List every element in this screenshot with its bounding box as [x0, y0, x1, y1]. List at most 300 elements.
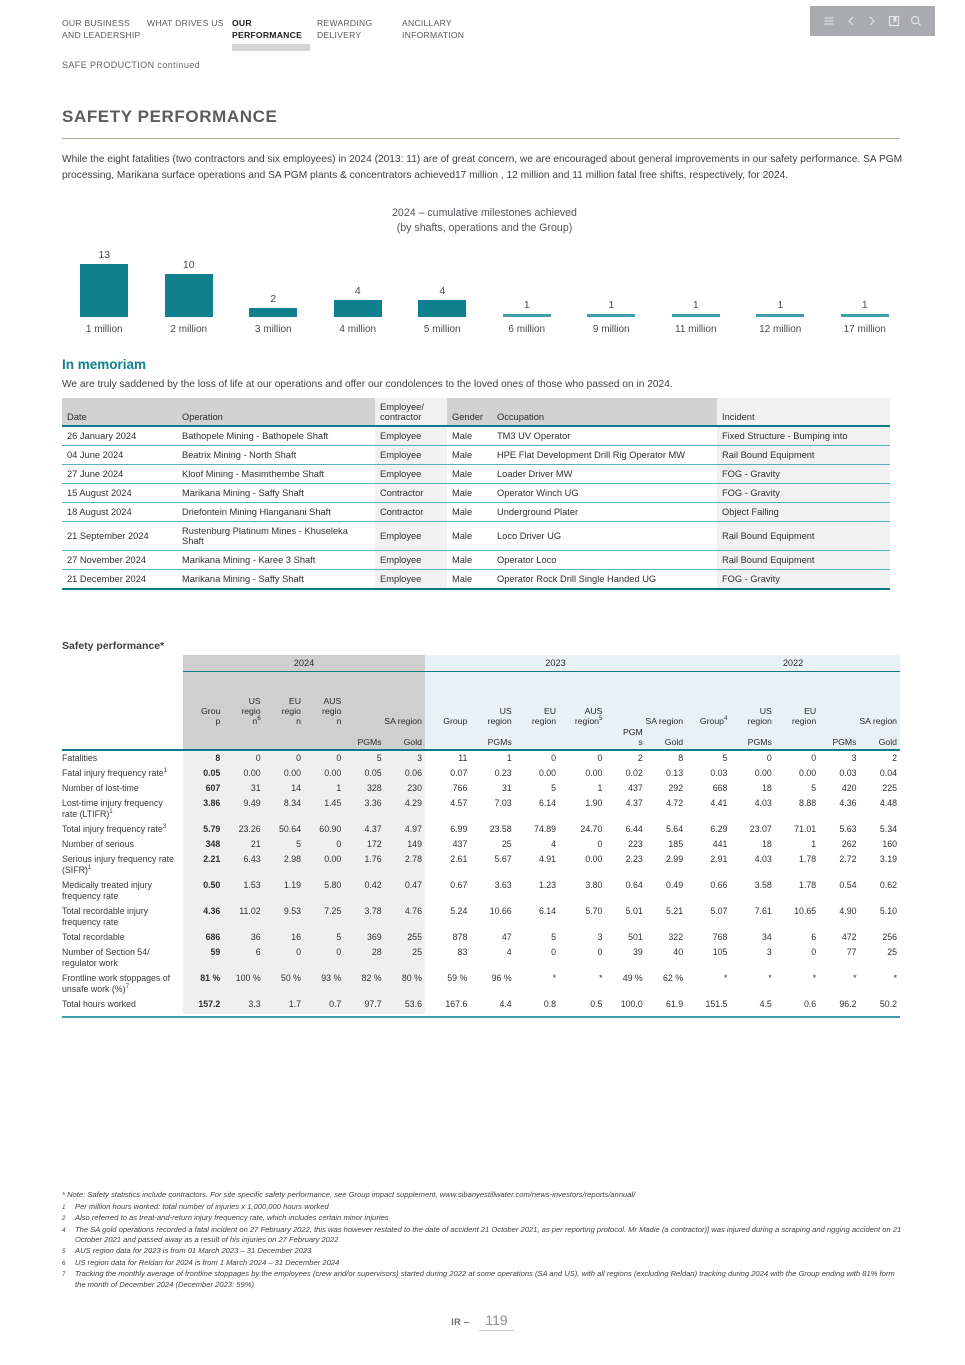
data-cell: 1	[506, 753, 512, 763]
data-cell: 0.05	[344, 766, 384, 781]
prev-icon[interactable]	[844, 14, 858, 28]
data-cell: 149	[385, 837, 425, 852]
safety-table-header	[62, 655, 900, 750]
data-cell: 4.4	[499, 999, 512, 1009]
row-label: Total hours worked	[62, 999, 136, 1009]
chart-bar	[841, 314, 889, 317]
data-cell: 5.10	[879, 906, 897, 916]
sub-spacer	[62, 727, 183, 750]
cell-operation: Marikana Mining - Saffy Shaft	[177, 484, 375, 503]
chart-bar	[334, 300, 382, 317]
sub-header-row	[62, 727, 900, 750]
footnote-number: 5	[62, 1247, 66, 1255]
data-cell: 0	[811, 753, 817, 763]
data-cell: 160	[882, 839, 897, 849]
data-cell: 6.43	[223, 852, 263, 878]
data-cell: 0.00	[585, 768, 603, 778]
table-row	[62, 446, 890, 465]
data-cell: *	[552, 973, 557, 983]
sub-2022-eu	[775, 727, 819, 750]
data-cell: 369	[344, 930, 384, 945]
data-cell: 2	[892, 753, 897, 763]
data-cell: 0	[551, 753, 557, 763]
nav-item-what-drives-us[interactable]	[147, 18, 232, 41]
cell-operation: Beatrix Mining - North Shaft	[177, 446, 375, 465]
next-icon[interactable]	[865, 14, 879, 28]
chart-bar-value: 1	[523, 299, 530, 311]
row-label-superscript: 7	[125, 983, 130, 991]
cell-incident: Rail Bound Equipment	[717, 551, 890, 570]
data-cell: 0.54	[839, 880, 857, 890]
chart-bar-group	[654, 249, 739, 317]
row-label-superscript: 1	[87, 864, 92, 872]
cell-operation: Marikana Mining - Saffy Shaft	[177, 570, 375, 590]
in-memoriam-heading: In memoriam	[62, 357, 147, 372]
table-row	[62, 551, 890, 570]
hdr-2023-eu-region: EU region	[515, 671, 559, 727]
chart-bar	[418, 300, 466, 317]
data-cell: 5.63	[839, 824, 857, 834]
data-cell: 53.6	[385, 997, 425, 1014]
col-occupation: Occupation	[492, 398, 717, 426]
data-cell: 1	[811, 839, 817, 849]
chart-bar	[165, 274, 213, 317]
data-cell: 5.64	[665, 824, 684, 834]
safety-performance-table	[62, 655, 900, 1014]
data-cell: 0.6	[803, 999, 817, 1009]
chart-category-label: 12 million	[759, 324, 802, 335]
data-cell: 5	[344, 750, 384, 766]
chart-category-label: 17 million	[843, 324, 886, 335]
chart-bar-value: 1	[861, 299, 868, 311]
cell-occupation: Loader Driver MW	[492, 465, 717, 484]
data-cell: 0	[223, 750, 263, 766]
data-cell: 157.2	[183, 997, 223, 1014]
cell-gender: Male	[447, 426, 492, 446]
footer-prefix: IR –	[451, 1317, 470, 1327]
cell-type: Employee	[375, 446, 447, 465]
cell-date: 27 June 2024	[62, 465, 177, 484]
data-cell: 62 %	[663, 973, 684, 983]
cell-occupation: Operator Loco	[492, 551, 717, 570]
data-cell: 2.78	[385, 852, 425, 878]
nav-item-ancillary-information[interactable]	[402, 18, 487, 41]
cell-type: Employee	[375, 426, 447, 446]
data-cell: 77	[846, 947, 857, 957]
header-row	[62, 398, 890, 426]
row-label: Total recordable	[62, 932, 125, 942]
data-cell: 0.23	[494, 768, 512, 778]
data-cell: 25	[501, 839, 512, 849]
col-operation: Operation	[177, 398, 375, 426]
sub-2024-group	[183, 727, 223, 750]
data-cell: 49 %	[622, 973, 643, 983]
footnote-item	[62, 1225, 907, 1246]
row-label-superscript: 1	[109, 808, 113, 816]
footnote-number: 1	[62, 1203, 66, 1211]
data-cell: *	[812, 973, 817, 983]
data-cell: 4.72	[665, 798, 684, 808]
data-cell: 50 %	[264, 971, 304, 997]
cell-date: 27 November 2024	[62, 551, 177, 570]
cell-date: 15 August 2024	[62, 484, 177, 503]
cell-gender: Male	[447, 484, 492, 503]
breadcrumb-main: SAFE PRODUCTION	[62, 60, 155, 70]
data-cell: 25	[385, 945, 425, 971]
cell-date: 26 January 2024	[62, 426, 177, 446]
cell-operation: Bathopele Mining - Bathopele Shaft	[177, 426, 375, 446]
sub-2022-group	[686, 727, 730, 750]
cell-type: Employee	[375, 570, 447, 590]
cell-date: 18 August 2024	[62, 503, 177, 522]
footnote-text: US region data for Reldan for 2024 is from 1 March 2024 – 31 December 2024	[75, 1257, 340, 1267]
cell-operation: Rustenburg Platinum Mines - Khuseleka Shaft	[177, 522, 375, 551]
chart-category-label: 9 million	[592, 324, 630, 335]
safety-table-row	[62, 796, 900, 822]
year-header-row	[62, 655, 900, 671]
safety-table-row	[62, 781, 900, 796]
chart-plot-area	[62, 249, 907, 341]
footnote-item	[62, 1202, 907, 1214]
data-cell: 2.99	[665, 854, 684, 864]
data-cell: 5	[551, 932, 557, 942]
data-cell: 31	[501, 783, 512, 793]
safety-table-row	[62, 971, 900, 997]
data-cell: 23.26	[223, 822, 263, 837]
data-cell: 0.64	[625, 880, 643, 890]
data-cell: 1.45	[304, 796, 344, 822]
data-cell: 3.80	[585, 880, 603, 890]
cell-date: 21 December 2024	[62, 570, 177, 590]
hdr-2022-us-region: US region	[730, 671, 774, 727]
row-label-superscript: 1	[163, 767, 168, 775]
data-cell: 93 %	[304, 971, 344, 997]
hdr-2022-group: Group$^4$	[686, 671, 730, 727]
data-cell: 4.97	[385, 822, 425, 837]
nav-label: REWARDING DELIVERY	[317, 18, 373, 40]
data-cell: 0	[597, 839, 603, 849]
data-cell: 441	[712, 839, 728, 849]
hdr-2023-group: Group	[425, 671, 470, 727]
data-cell: 6	[811, 932, 817, 942]
data-cell: 6	[223, 945, 263, 971]
chart-bar-group	[569, 249, 654, 317]
safety-table-row	[62, 766, 900, 781]
data-cell: 3	[766, 947, 772, 957]
data-cell: 437	[628, 783, 643, 793]
data-cell: 5	[304, 930, 344, 945]
nav-label: OUR PERFORMANCE	[232, 18, 303, 40]
data-cell: 0	[304, 750, 344, 766]
data-cell: 5	[551, 783, 557, 793]
table-body	[62, 426, 890, 589]
data-cell: 1.23	[538, 880, 557, 890]
data-cell: 0	[551, 947, 557, 957]
data-cell: 5.34	[879, 824, 897, 834]
table-row	[62, 503, 890, 522]
data-cell: 328	[344, 781, 384, 796]
data-cell: 59	[183, 945, 223, 971]
page-number: 119	[479, 1312, 513, 1331]
data-cell: 23.58	[489, 824, 512, 834]
page-footer	[0, 1312, 965, 1331]
row-label: Frontline work stoppages of unsafe work (%)$^7$	[62, 973, 171, 994]
data-cell: *	[893, 973, 897, 983]
data-cell: 4	[506, 947, 512, 957]
data-cell: 0.5	[590, 999, 603, 1009]
data-cell: 7.61	[754, 906, 772, 916]
hdr-2023-sa-region: SA region	[605, 671, 686, 727]
data-cell: 83	[457, 947, 468, 957]
footnote-item	[62, 1246, 907, 1258]
data-cell: 172	[344, 837, 384, 852]
data-cell: 10.65	[794, 906, 817, 916]
chart-bar-group	[738, 249, 823, 317]
data-cell: 0.66	[710, 880, 728, 890]
search-icon[interactable]	[909, 14, 923, 28]
cell-incident: FOG - Gravity	[717, 570, 890, 590]
data-cell: 18	[762, 839, 772, 849]
data-cell: 0.03	[839, 768, 857, 778]
data-cell: 5.67	[494, 854, 512, 864]
col-incident: Incident	[717, 398, 890, 426]
data-cell: 96.2	[839, 999, 857, 1009]
chart-category-label: 2 million	[170, 324, 208, 335]
footnote-text: Per million hours worked: total number of injuries x 1,000,000 hours worked	[75, 1201, 329, 1211]
footnote-text: Also referred to as treat-and-return injury frequency rate, which includes certain minor injuries	[75, 1213, 389, 1223]
data-cell: 3.86	[183, 796, 223, 822]
data-cell: 322	[668, 932, 684, 942]
nav-item-rewarding-delivery[interactable]	[317, 18, 402, 41]
chart-bar-group	[400, 249, 485, 317]
data-cell: 348	[183, 837, 223, 852]
data-cell: 3	[385, 750, 425, 766]
data-cell: 0.00	[754, 768, 772, 778]
intro-paragraph: While the eight fatalities (two contractors and six employees) in 2024 (2013: 11) are of great concern, we are encouraged about general improvements in our safety performance. SA PGM processing, Marikana surface operations and SA PGM plants & concentrators achieved17 million , 12 million and 11 million fatal free shifts, respectively, for 2024.	[62, 154, 903, 181]
chart-category-label: 4 million	[339, 324, 377, 335]
hdr-2023-us-region: US region	[470, 671, 514, 727]
safety-table-row	[62, 750, 900, 766]
hdr-2023-aus-region: AUS region$^5$	[559, 671, 605, 727]
hdr-2024-aus-region: AUS regio n	[304, 671, 344, 727]
cell-incident: FOG - Gravity	[717, 484, 890, 503]
sub-2022-sa-pgms: PGMs	[819, 727, 859, 750]
data-cell: 5	[722, 753, 728, 763]
data-cell: 5.07	[710, 906, 728, 916]
safety-table-row	[62, 878, 900, 904]
data-cell: 4.91	[538, 854, 557, 864]
sub-2023-aus	[559, 727, 605, 750]
data-cell: 0	[811, 947, 817, 957]
nav-item-our-performance[interactable]	[232, 18, 317, 41]
data-cell: 34	[762, 932, 772, 942]
safety-performance-title: Safety performance*	[62, 640, 165, 652]
data-cell: 50.64	[264, 822, 304, 837]
data-cell: 5.80	[304, 878, 344, 904]
cell-incident: FOG - Gravity	[717, 465, 890, 484]
data-cell: 1.19	[264, 878, 304, 904]
sub-2024-eu	[264, 727, 304, 750]
chart-title-line2: (by shafts, operations and the Group)	[396, 221, 573, 234]
chart-bar	[80, 264, 128, 317]
data-cell: 9.49	[223, 796, 263, 822]
sub-2023-us-pgms: PGMs	[470, 727, 514, 750]
data-cell: 10.66	[489, 906, 512, 916]
data-cell: 1	[304, 781, 344, 796]
data-cell: 14	[264, 781, 304, 796]
data-cell: 255	[385, 930, 425, 945]
cell-gender: Male	[447, 503, 492, 522]
data-cell: 3	[597, 932, 603, 942]
data-cell: 0	[264, 750, 304, 766]
data-cell: 4.37	[625, 798, 643, 808]
cell-date: 21 September 2024	[62, 522, 177, 551]
chart-title-line1: 2024 – cumulative milestones achieved	[392, 207, 577, 219]
page-title: SAFETY PERFORMANCE	[62, 107, 278, 126]
row-label: Number of Section 54/ regulator work	[62, 947, 150, 968]
row-label: Fatal injury frequency rate$^1$	[62, 767, 168, 778]
sub-2024-us	[223, 727, 263, 750]
data-cell: 7.25	[304, 904, 344, 930]
year-2024: 2024	[183, 655, 425, 671]
data-cell: 768	[712, 932, 728, 942]
data-cell: 225	[882, 783, 897, 793]
data-cell: 1.76	[344, 852, 384, 878]
data-cell: 9.53	[264, 904, 304, 930]
chart-bar	[503, 314, 551, 317]
data-cell: 3.3	[223, 997, 263, 1014]
chart-bar	[756, 314, 804, 317]
table-row	[62, 522, 890, 551]
chart-bar-group	[823, 249, 908, 317]
hdr-2024-group: Grou p	[183, 671, 223, 727]
data-cell: 437	[452, 839, 468, 849]
data-cell: *	[599, 973, 603, 983]
nav-item-our-business-and-leadership[interactable]	[62, 18, 147, 41]
data-cell: 25	[887, 947, 897, 957]
data-cell: 4.03	[754, 854, 772, 864]
data-cell: 18	[762, 783, 772, 793]
chart-bar-value: 4	[354, 285, 361, 297]
data-cell: 4.90	[839, 906, 857, 916]
data-cell: 5.70	[585, 906, 603, 916]
data-cell: 0.00	[799, 768, 817, 778]
data-cell: 4.29	[385, 796, 425, 822]
cell-incident: Object Falling	[717, 503, 890, 522]
cell-operation: Kloof Mining - Masimthembe Shaft	[177, 465, 375, 484]
data-cell: 2.21	[183, 852, 223, 878]
cell-incident: Rail Bound Equipment	[717, 522, 890, 551]
chart-bar-value: 13	[98, 249, 111, 261]
data-cell: 230	[385, 781, 425, 796]
data-cell: 3.58	[754, 880, 772, 890]
row-label: Lost-time injury frequency rate (LTIFR)$^1$	[62, 798, 163, 819]
data-cell: 4.57	[450, 798, 468, 808]
data-cell: 223	[628, 839, 643, 849]
cell-occupation: Operator Winch UG	[492, 484, 717, 503]
cell-gender: Male	[447, 570, 492, 590]
cell-occupation: TM3 UV Operator	[492, 426, 717, 446]
data-cell: 8	[678, 753, 684, 763]
data-cell: 4.41	[710, 798, 728, 808]
safety-table-row	[62, 822, 900, 837]
chart-category-labels	[62, 324, 907, 335]
cell-date: 04 June 2024	[62, 446, 177, 465]
chart-bar-value: 1	[777, 299, 784, 311]
data-cell: 82 %	[344, 971, 384, 997]
year-2022: 2022	[686, 655, 900, 671]
data-cell: 23.07	[749, 824, 772, 834]
data-cell: 420	[841, 783, 857, 793]
data-cell: 3.78	[344, 904, 384, 930]
data-cell: 3.19	[879, 854, 897, 864]
sub-2023-eu	[515, 727, 559, 750]
data-cell: 31	[223, 781, 263, 796]
footnote-number: 7	[62, 1271, 66, 1279]
bookmark-icon[interactable]	[887, 14, 901, 28]
data-cell: 74.89	[534, 824, 557, 834]
footnote-text: Tracking the monthly average of frontline stoppages by the employees (crew and/or supervisors) started during 2022 at some operations (SA and US), with all regions (excluding Reldan) tracking during 2024 with the Group ending with 81% form the month of December 2024 (December 2023: 59%)	[75, 1269, 895, 1289]
data-cell: 0	[766, 753, 772, 763]
data-cell: 1.78	[799, 880, 817, 890]
data-cell: 0.00	[538, 768, 557, 778]
safety-table-body	[62, 750, 900, 1014]
hdr-spacer	[62, 671, 183, 727]
hdr-2022-eu-region: EU region	[775, 671, 819, 727]
data-cell: 1.53	[223, 878, 263, 904]
data-cell: 100 %	[223, 971, 263, 997]
data-cell: 4.03	[754, 798, 772, 808]
hdr-2024-sa-region: SA region	[344, 671, 425, 727]
data-cell: *	[853, 973, 857, 983]
footnote-text: The SA gold operations recorded a fatal incident on 27 February 2022, this was however restated to the date of accident 21 October 2021, as per reporting protocol. Mr Madie (a contractor)] was injured during a scraping and rigging accident on 21 October 2021 and passed away as a result of his injuries on 27 February 2022	[75, 1224, 902, 1245]
in-memoriam-table	[62, 398, 890, 590]
cell-type: Employee	[375, 465, 447, 484]
footnote-item	[62, 1269, 907, 1290]
data-cell: 3	[851, 753, 857, 763]
data-cell: 0.50	[183, 878, 223, 904]
data-cell: 5	[264, 837, 304, 852]
data-cell: 6.14	[538, 798, 557, 808]
safety-table-row	[62, 930, 900, 945]
data-cell: 0.06	[385, 766, 425, 781]
cell-occupation: HPE Flat Development Drill Rig Operator MW	[492, 446, 717, 465]
safety-table-row	[62, 852, 900, 878]
footnotes	[62, 1190, 907, 1290]
data-cell: 0	[597, 753, 603, 763]
data-cell: 100.0	[620, 999, 643, 1009]
col-employee-contractor: Employee/ contractor	[375, 398, 447, 426]
cell-gender: Male	[447, 522, 492, 551]
chart-category-label: 3 million	[254, 324, 292, 335]
data-cell: 0	[264, 945, 304, 971]
data-cell: 1.90	[585, 798, 603, 808]
data-cell: 0.13	[665, 768, 684, 778]
table-row	[62, 570, 890, 590]
title-divider	[62, 138, 900, 139]
menu-icon[interactable]	[822, 14, 836, 28]
hdr-2024-us-region: US regio $n^6$	[223, 671, 263, 727]
data-cell: 105	[712, 947, 728, 957]
cell-type: Contractor	[375, 503, 447, 522]
cell-occupation: Operator Rock Drill Single Handed UG	[492, 570, 717, 590]
chart-title	[62, 206, 907, 235]
chart-bar-value: 2	[270, 293, 277, 305]
data-cell: 0	[597, 947, 603, 957]
data-cell: 292	[668, 783, 684, 793]
data-cell: 0.42	[344, 878, 384, 904]
data-cell: 5.79	[183, 822, 223, 837]
